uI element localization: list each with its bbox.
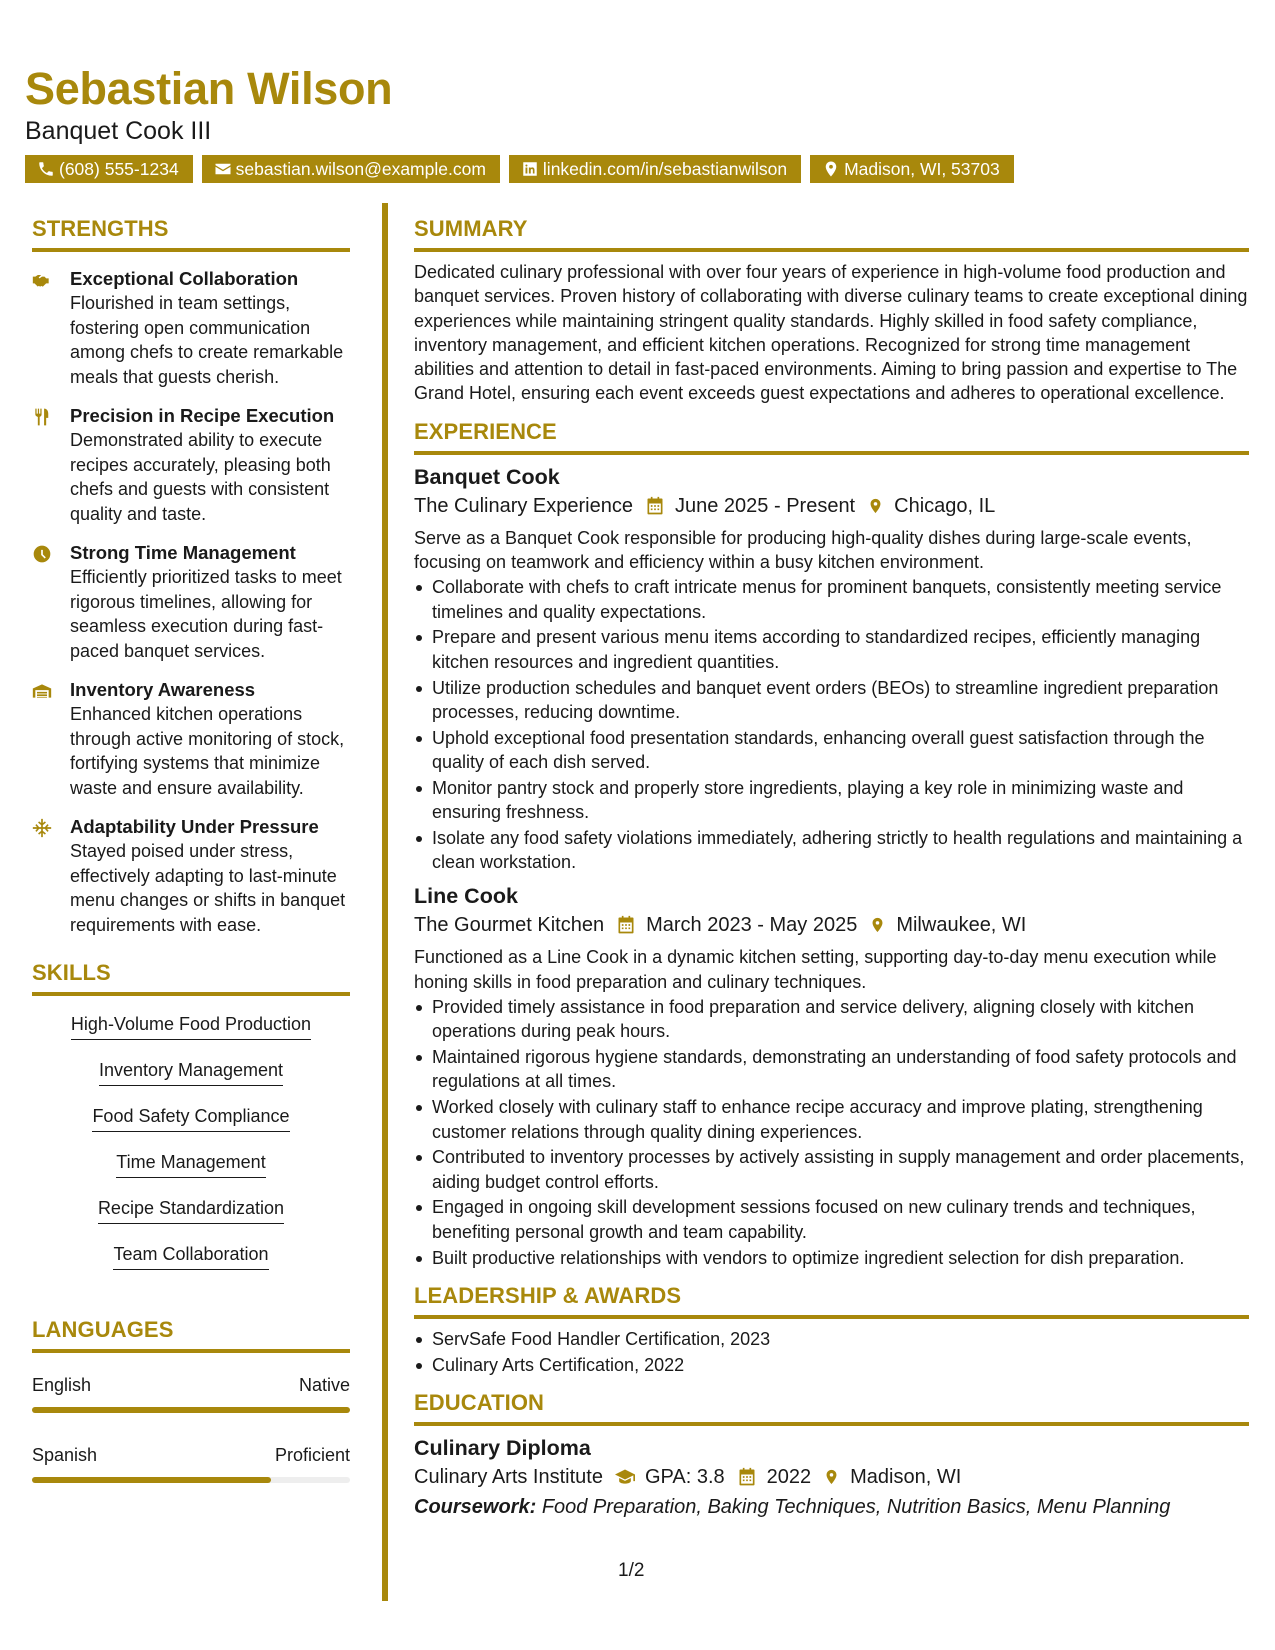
snowflake-icon [32, 818, 52, 838]
contact-bar [25, 155, 1245, 183]
section-title-summary: SUMMARY [414, 216, 528, 241]
section-title-awards: LEADERSHIP & AWARDS [414, 1282, 682, 1308]
job-dates: June 2025 - Present [675, 494, 856, 517]
section-title-strengths: STRENGTHS [32, 216, 169, 241]
list-item: Utilize production schedules and banquet event orders (BEOs) to streamline ingredient preparation processes, reducing downtime. [414, 676, 1249, 725]
skill-tag: Inventory Management [99, 1058, 283, 1086]
envelope-icon [214, 160, 232, 178]
coursework-list: Food Preparation, Baking Techniques, Nutrition Basics, Menu Planning [541, 1495, 1171, 1518]
strength-title: Adaptability Under Pressure [70, 816, 319, 837]
list-item: Provided timely assistance in food preparation and service delivery, aligning closely with kitchen operations during peak hours. [414, 995, 1249, 1044]
contact-email[interactable]: sebastian.wilson@example.com [202, 155, 500, 183]
right-column [414, 215, 1249, 1521]
section-rule [414, 1422, 1249, 1426]
list-item: Culinary Arts Certification, 2022 [414, 1353, 1249, 1377]
education-meta [414, 1463, 1249, 1491]
contact-phone[interactable]: (608) 555-1234 [25, 155, 193, 183]
section-rule [32, 248, 350, 252]
language-name: English [32, 1375, 92, 1395]
strength-desc: Demonstrated ability to execute recipes accurately, pleasing both chefs and guests with consistent quality and taste. [70, 430, 331, 524]
section-rule [414, 248, 1249, 252]
map-pin-icon [822, 160, 840, 178]
language-level: Native [298, 1375, 350, 1395]
candidate-name: Sebastian Wilson [25, 63, 393, 114]
skills-section [32, 959, 350, 1288]
strengths-section [32, 215, 350, 937]
job-bullets [414, 995, 1249, 1270]
list-item: Isolate any food safety violations immediately, adhering strictly to health regulations and maintaining a clean workstation. [414, 826, 1249, 875]
section-rule [414, 451, 1249, 455]
education-section [414, 1389, 1249, 1521]
education-year: 2022 [766, 1465, 812, 1488]
languages-section [32, 1316, 350, 1483]
contact-location[interactable]: Madison, WI, 53703 [810, 155, 1014, 183]
list-item: Worked closely with culinary staff to enhance recipe accuracy and improve plating, strengthening customer relations through quality dining experiences. [414, 1095, 1249, 1144]
section-title-languages: LANGUAGES [32, 1317, 174, 1342]
summary-text: Dedicated culinary professional with over four years of experience in high-volume food production and banquet services. Proven history of collaborating with diverse culinary teams to create exceptional dining experiences while maintaining stringent quality standards. Highly skilled in food safety compliance, inventory management, and efficient kitchen operations. Recognized for strong time management abilities and attention to detail in fast-paced environments. Aiming to bring passion and expertise to The Grand Hotel, ensuring each event exceeds guest expectations and adheres to operational excellence. [414, 262, 1248, 404]
coursework [414, 1493, 1249, 1521]
job-entry [414, 463, 1249, 875]
language-bar [32, 1477, 350, 1483]
strength-title: Exceptional Collaboration [70, 268, 299, 289]
calendar-icon [616, 915, 636, 935]
awards-section [414, 1282, 1249, 1377]
school-name: Culinary Arts Institute [414, 1465, 603, 1488]
job-bullets [414, 575, 1249, 874]
phone-icon [37, 160, 55, 178]
map-pin-icon [823, 1467, 840, 1487]
degree-title: Culinary Diploma [414, 1435, 591, 1460]
list-item: Monitor pantry stock and properly store ingredients, playing a key role in minimizing waste and ensuring freshness. [414, 776, 1249, 825]
skill-tag: Time Management [116, 1150, 265, 1178]
strength-item [32, 678, 350, 800]
language-bar-fill [32, 1477, 271, 1483]
strength-title: Inventory Awareness [70, 679, 256, 700]
column-divider [382, 203, 388, 1601]
strength-item [32, 267, 350, 389]
list-item: ServSafe Food Handler Certification, 2023 [414, 1327, 1249, 1351]
left-column [32, 215, 350, 1483]
education-gpa: GPA: 3.8 [644, 1465, 725, 1488]
strength-item [32, 815, 350, 937]
education-location: Madison, WI [850, 1465, 962, 1488]
job-entry [414, 882, 1249, 1269]
job-title: Banquet Cook [414, 464, 560, 489]
language-item [32, 1373, 350, 1413]
section-title-skills: SKILLS [32, 960, 111, 985]
job-description: Serve as a Banquet Cook responsible for producing high-quality dishes during large-scale events, focusing on teamwork and efficiency within a busy kitchen environment. [414, 527, 1192, 573]
list-item: Uphold exceptional food presentation standards, enhancing overall guest satisfaction through the quality of each dish served. [414, 726, 1249, 775]
utensils-icon [32, 407, 52, 427]
strength-title: Strong Time Management [70, 542, 296, 563]
language-name: Spanish [32, 1445, 98, 1465]
job-dates: March 2023 - May 2025 [646, 914, 858, 937]
section-rule [32, 992, 350, 996]
coursework-label: Coursework: [414, 1495, 537, 1518]
section-title-education: EDUCATION [414, 1389, 545, 1415]
job-title: Line Cook [414, 884, 518, 909]
strength-item [32, 404, 350, 526]
contact-linkedin[interactable]: linkedin.com/in/sebastianwilson [509, 155, 801, 183]
job-meta [414, 492, 1249, 520]
graduation-cap-icon [615, 1467, 635, 1487]
skill-tag: Team Collaboration [113, 1242, 268, 1270]
skills-list [32, 1012, 350, 1288]
resume-header [25, 62, 1245, 183]
strength-desc: Enhanced kitchen operations through active monitoring of stock, fortifying systems that minimize waste and ensure availability. [70, 704, 345, 798]
warehouse-icon [32, 681, 52, 701]
list-item: Built productive relationships with vendors to optimize ingredient selection for dish preparation. [414, 1246, 1249, 1270]
skill-tag: High-Volume Food Production [71, 1012, 311, 1040]
list-item: Collaborate with chefs to craft intricate menus for prominent banquets, consistently meeting service timelines and quality expectations. [414, 575, 1249, 624]
job-location: Milwaukee, WI [896, 914, 1027, 937]
experience-section [414, 418, 1249, 1270]
handshake-icon [32, 270, 52, 290]
language-bar [32, 1407, 350, 1413]
job-meta [414, 911, 1249, 939]
calendar-icon [737, 1467, 757, 1487]
section-rule [414, 1315, 1249, 1319]
map-pin-icon [867, 496, 884, 516]
list-item: Prepare and present various menu items according to standardized recipes, efficiently managing kitchen resources and ingredient quantities. [414, 625, 1249, 674]
strength-desc: Efficiently prioritized tasks to meet rigorous timelines, allowing for seamless execution during fast-paced banquet services. [70, 567, 342, 661]
calendar-icon [645, 496, 665, 516]
skill-tag: Food Safety Compliance [92, 1104, 289, 1132]
strength-desc: Stayed poised under stress, effectively adapting to last-minute menu changes or shifts in banquet requirements with ease. [70, 841, 346, 935]
clock-icon [32, 544, 52, 564]
language-bar-fill [32, 1407, 350, 1413]
language-level: Proficient [274, 1445, 350, 1465]
page-number: 1/2 [618, 1560, 645, 1581]
candidate-role: Banquet Cook III [25, 117, 212, 145]
job-company: The Culinary Experience [414, 494, 633, 517]
strength-desc: Flourished in team settings, fostering open communication among chefs to create remarkable meals that guests cherish. [70, 293, 344, 387]
list-item: Engaged in ongoing skill development sessions focused on new culinary trends and techniques, benefiting personal growth and team capability. [414, 1195, 1249, 1244]
skill-tag: Recipe Standardization [98, 1196, 284, 1224]
summary-section [414, 215, 1249, 406]
job-location: Chicago, IL [894, 494, 996, 517]
list-item: Maintained rigorous hygiene standards, demonstrating an understanding of food safety protocols and regulations at all times. [414, 1045, 1249, 1094]
strength-title: Precision in Recipe Execution [70, 405, 335, 426]
job-description: Functioned as a Line Cook in a dynamic kitchen setting, supporting day-to-day menu execution while honing skills in food preparation and culinary techniques. [414, 947, 1217, 992]
strength-item [32, 541, 350, 663]
section-title-experience: EXPERIENCE [414, 418, 557, 444]
linkedin-icon [521, 160, 539, 178]
awards-list [414, 1327, 1249, 1377]
job-company: The Gourmet Kitchen [414, 914, 605, 937]
map-pin-icon [869, 915, 886, 935]
section-rule [32, 1349, 350, 1353]
list-item: Contributed to inventory processes by actively assisting in supply management and order placements, aiding budget control efforts. [414, 1145, 1249, 1194]
language-item [32, 1443, 350, 1483]
